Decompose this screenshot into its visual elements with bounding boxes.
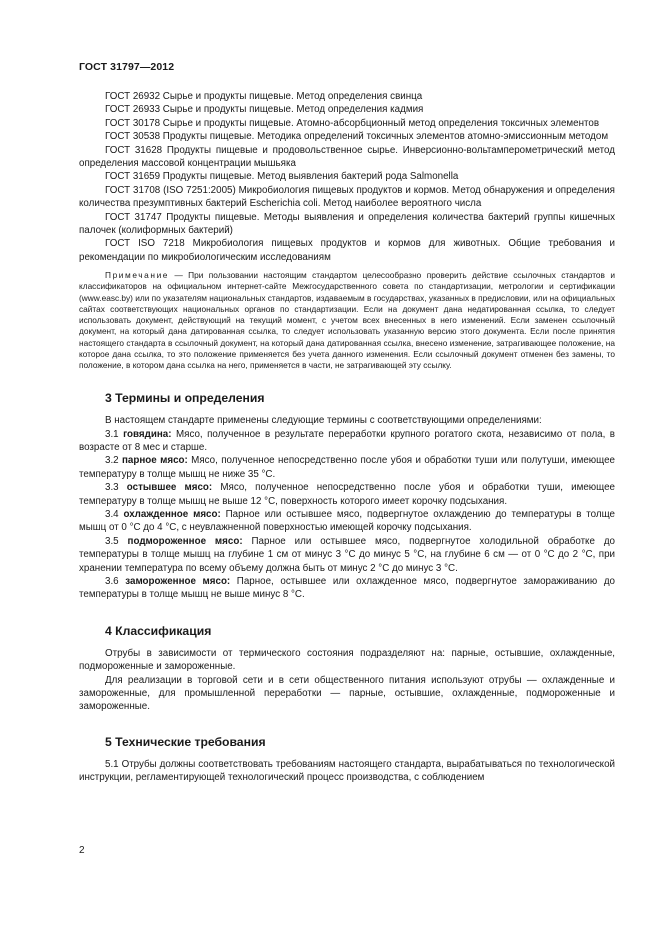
term-definition: 3.4 охлажденное мясо: Парное или остывшее мясо, подвергнутое охлаждению до температуры в толще мышц от 0 °С до 4 °С, с неувлажненной поверхностью имеющей корочку подсыхания.	[79, 508, 615, 534]
section-5-title: 5 Технические требования	[105, 734, 266, 749]
term: замороженное мясо:	[125, 575, 231, 587]
term: остывшее мясо:	[126, 482, 213, 494]
reference-item: ГОСТ 31747 Продукты пищевые. Методы выявления и определения количества бактерий группы кишечных палочек (колиформных бактерий)	[79, 211, 615, 237]
reference-item: ГОСТ 30538 Продукты пищевые. Методика определений токсичных элементов атомно-эмиссионным методом	[105, 131, 609, 143]
reference-item: ГОСТ 31628 Продукты пищевые и продовольственное сырье. Инверсионно-вольтамперометрический метод определения массовой концентрации мышьяка	[79, 144, 615, 170]
reference-item: ГОСТ 26933 Сырье и продукты пищевые. Метод определения кадмия	[105, 104, 424, 116]
term-definition: 3.3 остывшее мясо: Мясо, полученное непосредственно после убоя и обработки туши, имеющее температуру в толще мышц не выше 12 °С, поверхность которого имеет корочку подсыхания.	[79, 482, 615, 507]
section-3-intro: В настоящем стандарте применены следующие термины с соответствующими определениями:	[105, 415, 542, 427]
term-definition: 3.6 замороженное мясо: Парное, остывшее или охлажденное мясо, подвергнутое замораживанию до температуры в толще мышц не выше минус 8 °С.	[79, 575, 615, 601]
term: охлажденное мясо:	[123, 508, 221, 520]
reference-item: ГОСТ 30178 Сырье и продукты пищевые. Атомно-абсорбционный метод определения токсичных элементов	[105, 117, 600, 129]
page-number: 2	[79, 845, 85, 856]
term-definition: 3.1 говядина: Мясо, полученное в результате переработки крупного рогатого скота, независимо от пола, в возрасте от 8 мес и старше.	[79, 428, 615, 453]
reference-item: ГОСТ 26932 Сырье и продукты пищевые. Метод определения свинца	[105, 91, 423, 102]
reference-item: ГОСТ 31708 (ISO 7251:2005) Микробиология пищевых продуктов и кормов. Метод обнаружения и определения количества презумптивных бактерий Escherichia coli. Метод наиболее вероятного числа	[79, 184, 615, 210]
term: парное мясо:	[122, 455, 188, 467]
term-definition: 3.5 подмороженное мясо: Парное или остывшее мясо, подвергнутое холодильной обработке до температуры в толще мышц на глубине 1 см от минус 3 °С до минус 5 °С, на глубине 6 см — от 0 °С до 2 °С, при хранении температура по всему объему должна быть от минус 2 °С до минус 3 °С.	[79, 535, 615, 574]
note-label: Примечание	[105, 270, 170, 281]
term: подмороженное мясо:	[127, 535, 243, 547]
body-paragraph: Отрубы в зависимости от термического состояния подразделяют на: парные, остывшие, охлажденные, подмороженные и замороженные.	[79, 647, 615, 673]
section-3-title: 3 Термины и определения	[105, 391, 265, 406]
reference-item: ГОСТ ISO 7218 Микробиология пищевых продуктов и кормов для животных. Общие требования и рекомендации по микробиологическим исследованиям	[79, 238, 615, 263]
note-paragraph	[79, 270, 615, 371]
body-paragraph: Для реализации в торговой сети и в сети общественного питания используют отрубы — охлажденные и замороженные, для промышленной переработки — парные, остывшие, охлажденные, подмороженные и замороженные.	[79, 674, 615, 713]
note-text: — При пользовании настоящим стандартом целесообразно проверить действие ссылочных стандартов и классификаторов на официальном интернет-сайте Межгосударственного совета по стандартизации, метрологии и сертификации (www.easc.by) или по указателям национальных стандартов, издаваемым в государствах, указанных в предисловии, или на официальных сайтах соответствующих национальных органов по стандартизации. Если на документ дана недатированная ссылка, то следует использовать документ, действующий на текущий момент, с учетом всех внесенных в него изменений. Если заменен ссылочный документ, на который дана датированная ссылка, то следует использовать указанную версию этого документа. Если после принятия настоящего стандарта в ссылочный документ, на который дана датированная ссылка, внесено изменение, затрагивающее положение, на которое дана ссылка, то это положение применяется без учета данного изменения. Если ссылочный документ отменен без замены, то положение, в котором дана ссылка на него, применяется в части, не затрагивающей эту ссылку.	[79, 270, 615, 370]
term: говядина:	[123, 428, 172, 440]
body-paragraph: 5.1 Отрубы должны соответствовать требованиям настоящего стандарта, вырабатываться по технологической инструкции, регламентирующей технологический процесс производства, с соблюдением	[79, 758, 615, 784]
document-header: ГОСТ 31797—2012	[79, 61, 175, 73]
reference-item: ГОСТ 31659 Продукты пищевые. Метод выявления бактерий рода Salmonella	[105, 171, 459, 183]
term-definition: 3.2 парное мясо: Мясо, полученное непосредственно после убоя и обработки туши или полутуши, имеющее температуру в толще мышц не ниже 35 °С.	[79, 455, 615, 480]
section-4-title: 4 Классификация	[105, 623, 212, 638]
references-list	[79, 90, 615, 264]
page-content	[79, 90, 615, 785]
